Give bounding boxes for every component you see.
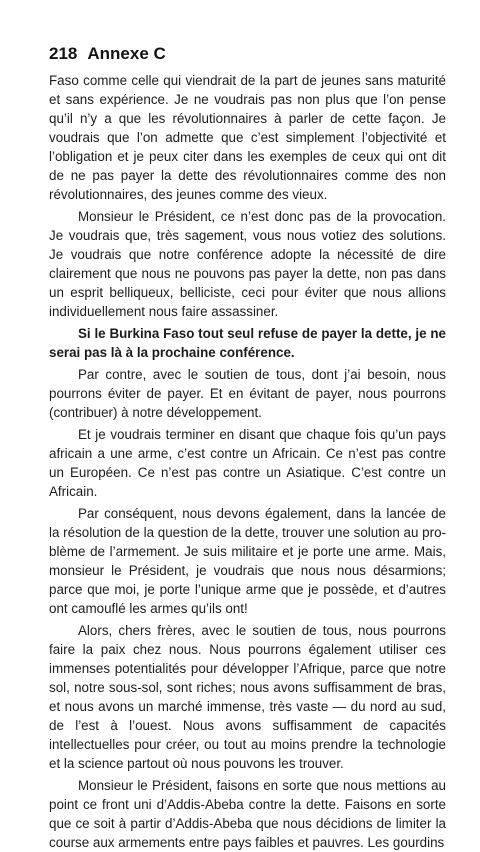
page-number: 218 <box>49 44 78 63</box>
paragraph-support: Par contre, avec le soutien de tous, dont j’ai besoin, nous pourrons éviter de payer. Et en évitant de payer, nous pourrons (contribuer) à notre développement. <box>49 367 446 420</box>
paragraph-provocation: Monsieur le Président, ce n’est donc pas de la provocation. Je voudrais que, très sagement, vous nous votiez des solutions. Je voudrais que notre conférence adopte la nécessité de dire clairement que nous ne pouvons pas payer la dette, non pas dans un esprit belliqueux, belliciste, ceci pour éviter que nous allions individuellement nous faire assassiner. <box>49 209 446 319</box>
paragraph-united-front: Monsieur le Président, faisons en sorte que nous mettions au point ce front uni d’Addis-Abeba contre la dette. Faisons en sorte que ce soit à partir d’Addis-Abeba que nous décidions de limiter la course aux armements entre pays faibles et pauvres. Les gourdins <box>49 778 446 850</box>
section-title: Annexe C <box>87 44 166 63</box>
paragraph-peace: Alors, chers frères, avec le soutien de tous, nous pourrons faire la paix chez nous. Nous pourrons également utiliser ces immenses potentialités pour développer l’Afrique, parce que notre sol, notre sous-sol, sont riches; nous avons suffisamment de bras, et nous avons un marché immense, très vaste — du nord au sud, de l’est à l’ouest. Nous avons suffisamment de capacités intellectuelles pour créer, ou tout au moins prendre la technologie et la science partout où nous pouvons les trouver. <box>49 623 446 771</box>
paragraph-arms-african: Et je voudrais terminer en disant que chaque fois qu’un pays africain a une arme, c’est contre un Africain. Ce n’est pas contre un Européen. Ce n’est pas contre un Asiatique. C’est contre un Africain. <box>49 427 446 499</box>
paragraph-bold-statement: Si le Burkina Faso tout seul refuse de payer la dette, je ne serai pas là à la prochaine conférence. <box>49 326 446 360</box>
paragraph-continued: Faso comme celle qui viendrait de la part de jeunes sans maturité et sans expérience. Je ne voudrais pas non plus que l’on pense qu’il n’y a que les révolutionnaires à parler de cette façon. Je voudrais que l’on admette que c’est simplement l’objectivité et l’obligation et je peux citer dans les exemples de ceux qui ont dit de ne pas payer la dette des révolutionnaires comme des non révolutionnaires, des jeunes comme des vieux. <box>49 73 446 202</box>
paragraph-disarmament: Par conséquent, nous devons également, dans la lancée de la résolution de la question de la dette, trouver une solution au problème de l’armement. Je suis militaire et je porte une arme. Mais, monsieur le Président, je voudrais que nous nous désarmions; parce que moi, je porte l’unique arme que je possède, et d’autres ont camouflé les armes qu’ils ont! <box>49 506 446 616</box>
running-header <box>49 44 446 64</box>
